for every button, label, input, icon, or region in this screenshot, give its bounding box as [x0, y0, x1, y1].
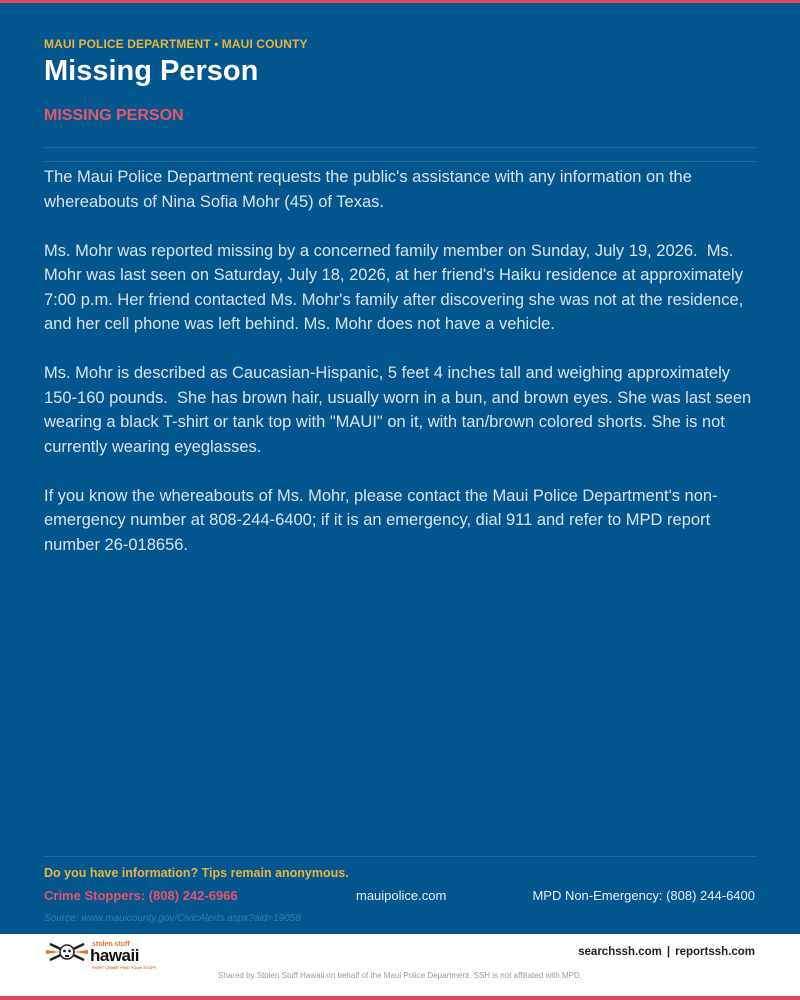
logo-small-text: stolen stuff: [92, 941, 130, 948]
footer-links: [578, 946, 755, 958]
paragraph: If you know the whereabouts of Ms. Mohr, please contact the Maui Police Department's non-emergency number at 808-244-6400; if it is an emergency, dial 911 and refer to MPD report number 26-018656.: [44, 486, 718, 554]
report-link[interactable]: reportssh.com: [675, 946, 755, 958]
logo-tagline: FIGHT CRIME. FIND YOUR STUFF.: [92, 965, 157, 970]
crossed-bones-icon: [46, 941, 88, 963]
paragraph: Ms. Mohr is described as Caucasian-Hispanic, 5 feet 4 inches tall and weighing approximately 150-160 pounds. She has brown hair, usually worn in a bun, and brown eyes. She was last seen wearing a black T-shirt or tank top with "MAUI" on it, with tan/brown colored shorts. She is not currently wearing eyeglasses.: [44, 364, 756, 456]
crime-stoppers-phone[interactable]: Crime Stoppers: (808) 242-6966: [44, 888, 238, 903]
tips-heading: Do you have information? Tips remain anonymous.: [44, 866, 349, 880]
disclaimer: Shared by Stolen Stuff Hawaii on behalf of the Maui Police Department. SSH is not affiliated with MPD.: [218, 971, 582, 980]
alert-panel: [0, 3, 800, 934]
stolen-stuff-hawaii-logo[interactable]: [46, 941, 157, 970]
non-emergency-phone[interactable]: MPD Non-Emergency: (808) 244-6400: [532, 888, 755, 903]
link-separator: |: [666, 946, 671, 958]
search-link[interactable]: searchssh.com: [578, 946, 662, 958]
paragraph: The Maui Police Department requests the public's assistance with any information on the whereabouts of Nina Sofia Mohr (45) of Texas.: [44, 168, 697, 211]
bottom-accent-bar: [0, 996, 800, 1000]
police-website-link[interactable]: mauipolice.com: [356, 888, 447, 903]
paragraph: Ms. Mohr was reported missing by a concerned family member on Sunday, July 19, 2026. Ms. Mohr was last seen on Saturday, July 18, 2026, at her friend's Haiku residence at approximately 7:00 p.m. Her friend contacted Ms. Mohr's family after discovering she was not at the residence, and her cell phone was left behind. Ms. Mohr does not have a vehicle.: [44, 241, 748, 333]
divider: [44, 147, 756, 148]
category-label: MISSING PERSON: [44, 107, 184, 124]
agency-label: MAUI POLICE DEPARTMENT • MAUI COUNTY: [44, 37, 308, 51]
source-link[interactable]: Source: www.mauicounty.gov/CivicAlerts.aspx?aid=19058: [44, 913, 301, 924]
divider: [44, 856, 756, 857]
divider: [44, 161, 756, 162]
page-title: Missing Person: [44, 55, 259, 87]
alert-body: [44, 165, 760, 582]
footer: [0, 934, 800, 996]
logo-wordmark: hawaii: [90, 946, 139, 965]
